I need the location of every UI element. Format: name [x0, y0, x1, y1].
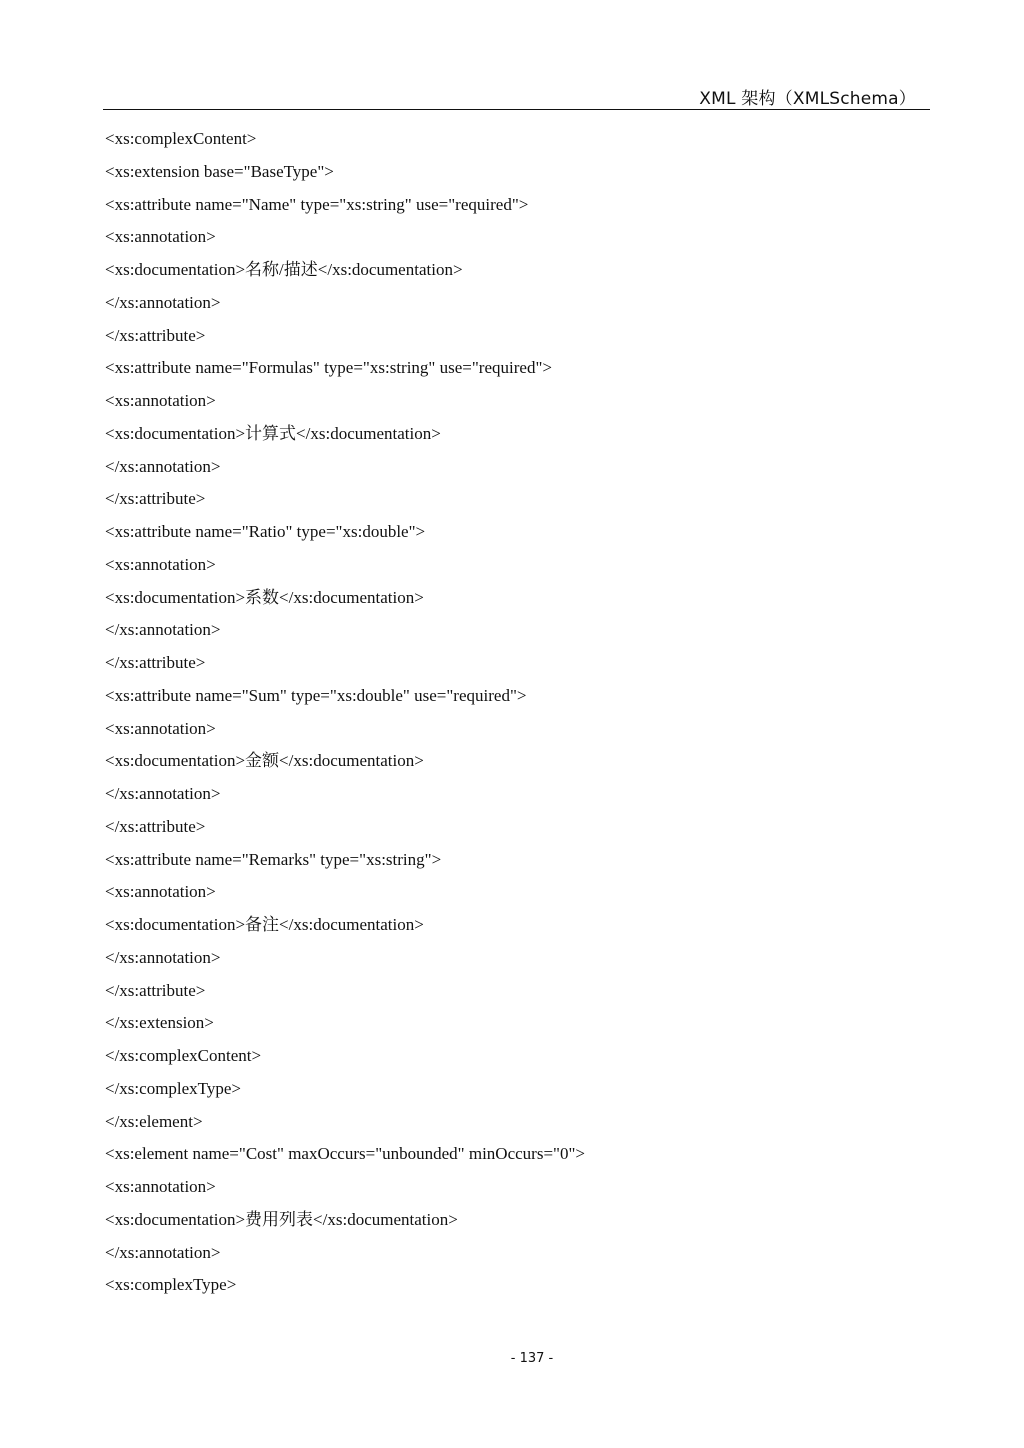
code-line: <xs:annotation>: [105, 1177, 216, 1196]
code-line: <xs:documentation>金额</xs:documentation>: [105, 751, 424, 771]
code-line: <xs:complexContent>: [105, 129, 257, 148]
code-line: </xs:annotation>: [105, 784, 221, 803]
code-line: </xs:element>: [105, 1111, 203, 1131]
code-line: <xs:attribute name="Sum" type="xs:double" use="required">: [105, 685, 527, 705]
code-line: </xs:annotation>: [105, 947, 221, 967]
code-line: <xs:element name="Cost" maxOccurs="unbounded" minOccurs="0">: [105, 1144, 586, 1164]
code-line: </xs:annotation>: [105, 620, 221, 640]
code-line: <xs:annotation>: [105, 554, 216, 574]
code-line: <xs:attribute name="Ratio" type="xs:double">: [105, 522, 426, 541]
code-line: <xs:documentation>系数</xs:documentation>: [105, 587, 424, 607]
code-line: <xs:annotation>: [105, 391, 216, 410]
page-header-title: XML 架构（XMLSchema）: [699, 89, 916, 109]
code-line: </xs:annotation>: [105, 456, 221, 476]
code-line: </xs:complexType>: [105, 1078, 242, 1098]
code-line: </xs:attribute>: [105, 980, 206, 1000]
code-line: <xs:attribute name="Name" type="xs:string" use="required">: [105, 194, 529, 214]
header-divider: [103, 109, 930, 110]
code-line: </xs:complexContent>: [105, 1046, 262, 1065]
code-line: </xs:annotation>: [105, 1242, 221, 1262]
code-line: </xs:attribute>: [105, 489, 206, 509]
code-line: <xs:extension base="BaseType">: [105, 161, 334, 181]
code-line: <xs:documentation>备注</xs:documentation>: [105, 915, 424, 934]
code-line: </xs:attribute>: [105, 325, 206, 345]
code-line: <xs:documentation>费用列表</xs:documentation>: [105, 1209, 458, 1229]
page-number: - 137 -: [510, 1351, 554, 1366]
code-line: <xs:annotation>: [105, 718, 216, 738]
code-line: </xs:attribute>: [105, 816, 206, 836]
code-line: <xs:attribute name="Formulas" type="xs:string" use="required">: [105, 358, 552, 378]
code-line: <xs:annotation>: [105, 227, 216, 247]
code-line: </xs:extension>: [105, 1013, 214, 1033]
code-line: <xs:documentation>名称/描述</xs:documentation>: [105, 260, 463, 279]
code-line: <xs:annotation>: [105, 882, 216, 902]
code-line: <xs:documentation>计算式</xs:documentation>: [105, 423, 441, 443]
code-listing: [105, 123, 925, 1302]
code-line: </xs:annotation>: [105, 292, 221, 312]
code-line: <xs:complexType>: [105, 1275, 237, 1295]
code-line: <xs:attribute name="Remarks" type="xs:string">: [105, 849, 442, 869]
code-line: </xs:attribute>: [105, 653, 206, 672]
